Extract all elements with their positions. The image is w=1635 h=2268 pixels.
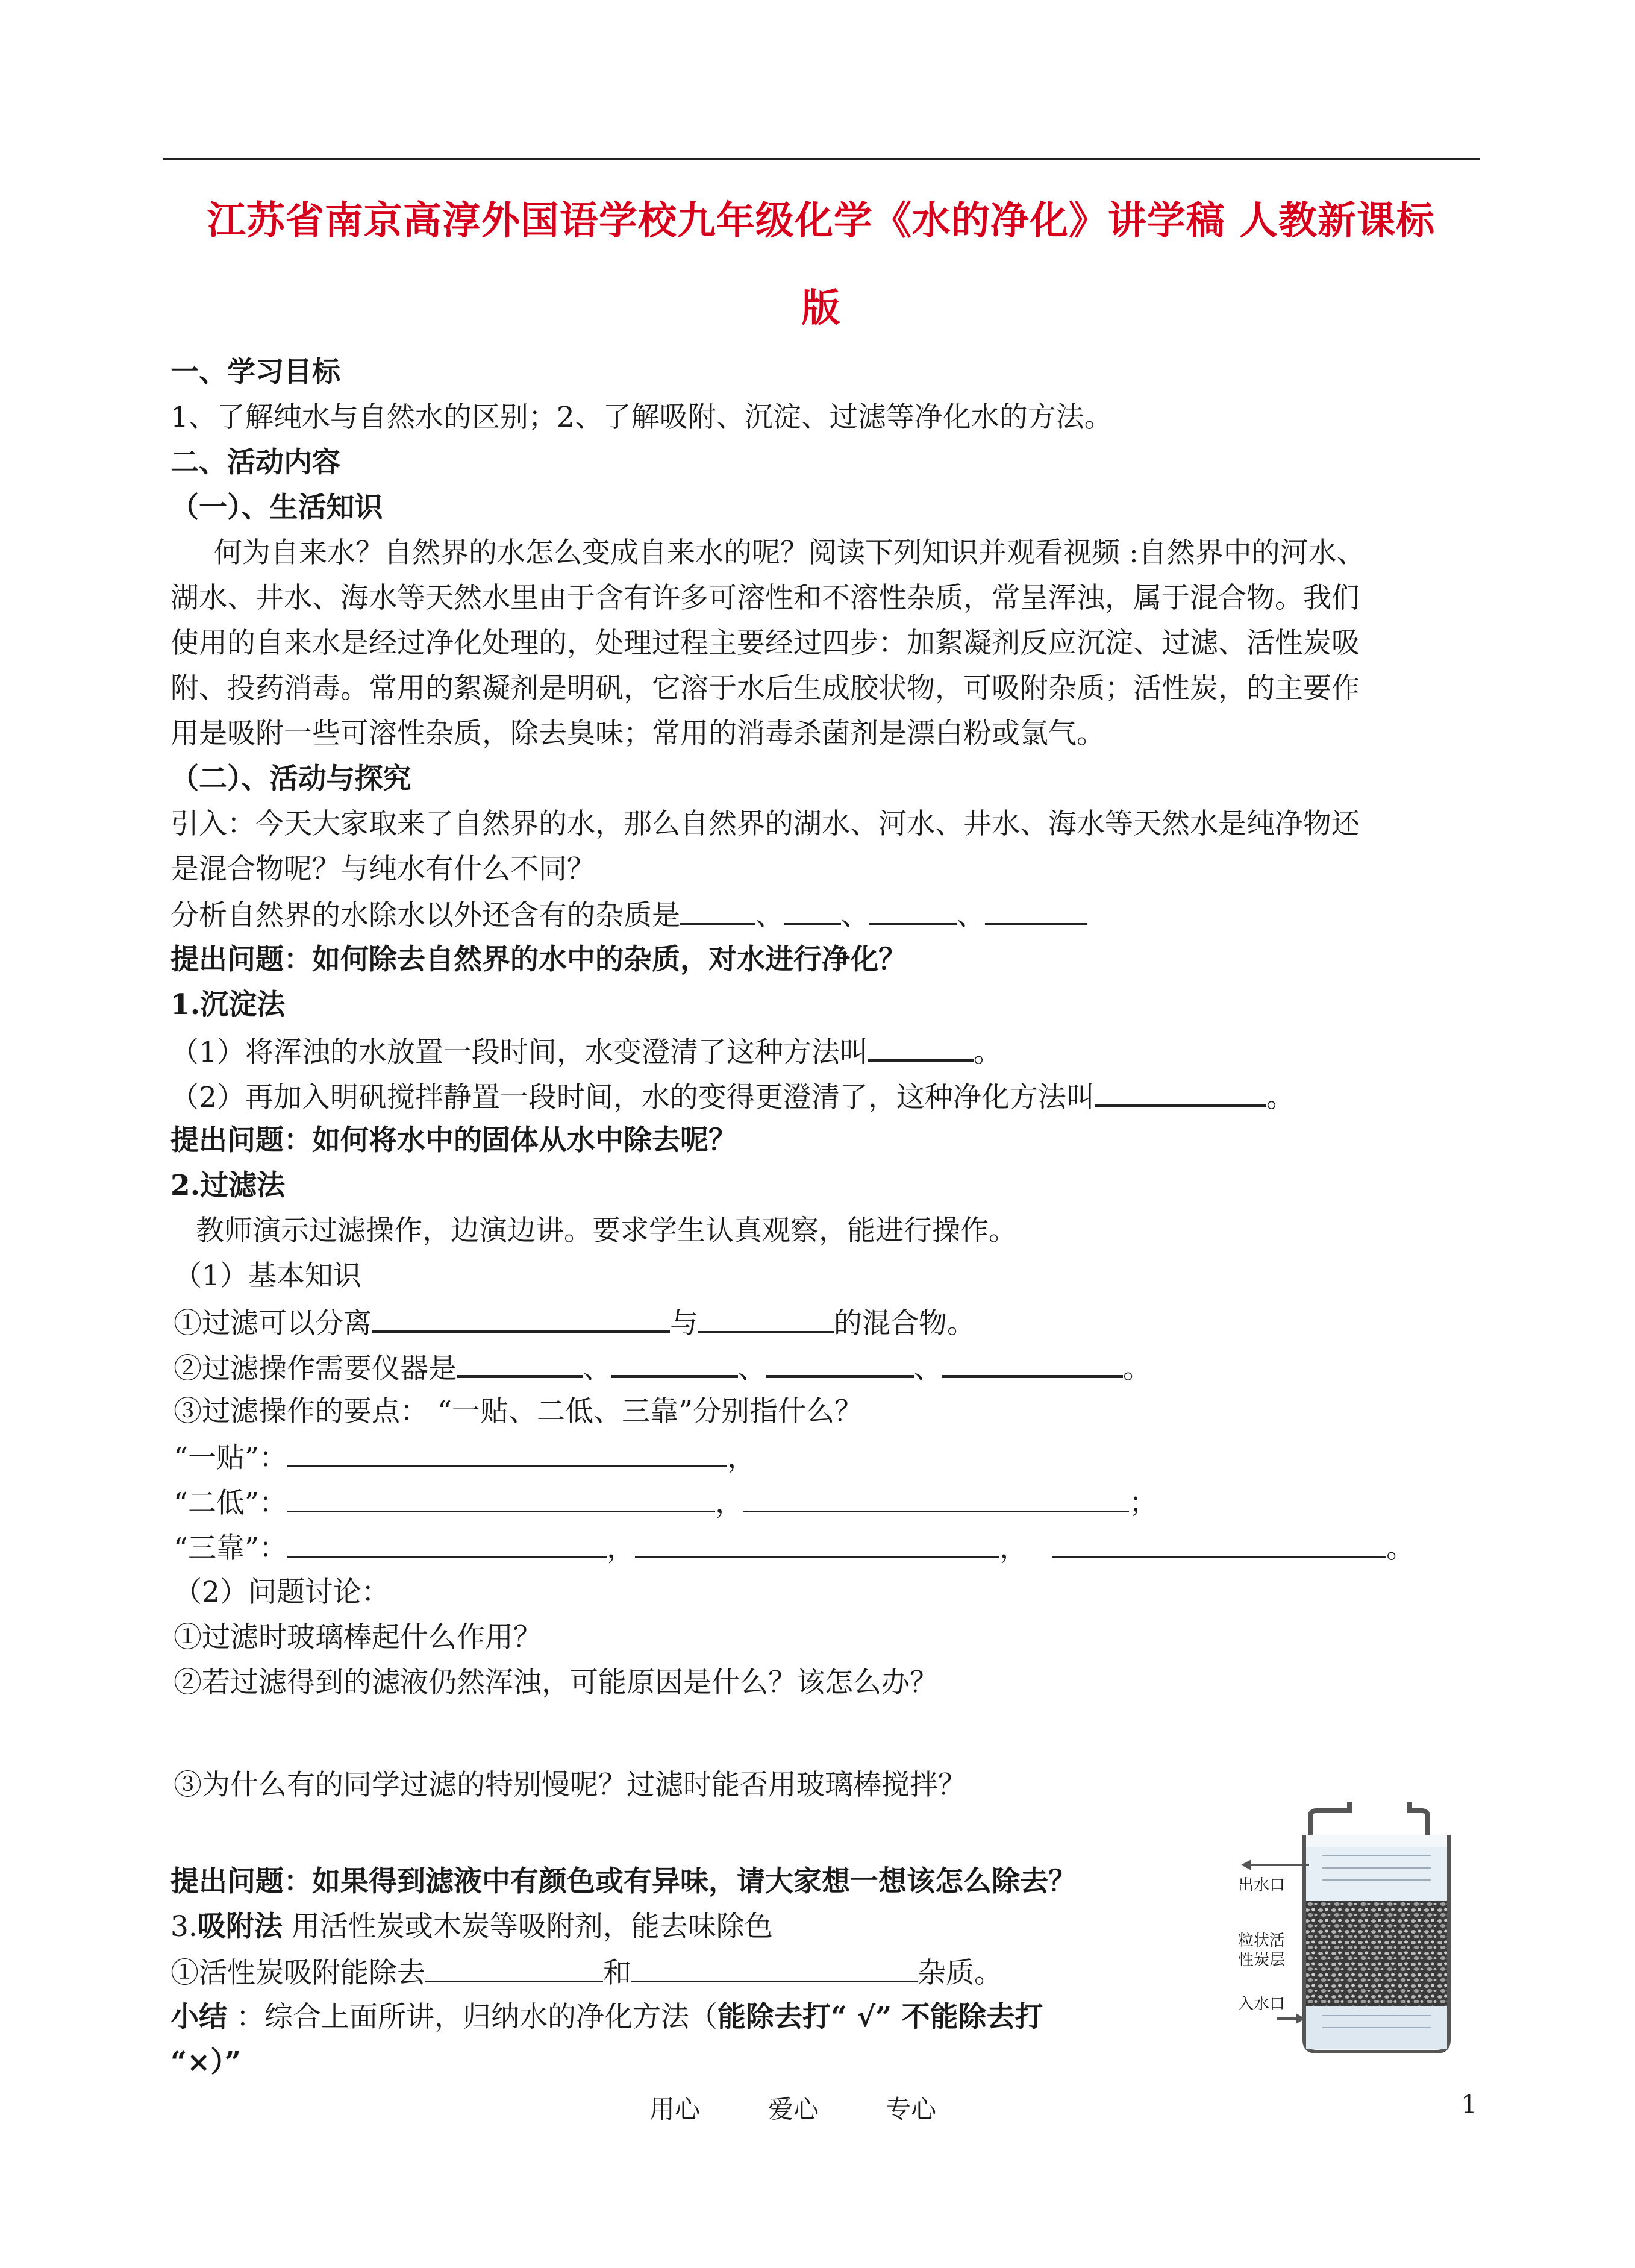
- adsorption-item: [170, 1954, 1002, 1991]
- sedimentation-item-2: [170, 1077, 1295, 1116]
- paragraph-line-4: 附、投药消毒。常用的絮凝剂是明矾，它溶于水后生成胶状物，可吸附杂质；活性炭，的主要作: [170, 672, 1360, 705]
- paragraph-line-1: 何为自来水？自然界的水怎么变成自来水的呢？阅读下列知识并观看视频 :自然界中的河水、: [214, 536, 1365, 569]
- and-text: 和: [603, 1956, 631, 1990]
- separator: 、: [841, 899, 869, 932]
- blank-impurity-2[interactable]: [784, 897, 841, 925]
- period: 。: [1386, 1532, 1415, 1565]
- er-di-item: [174, 1484, 1157, 1521]
- yi-tie-label: “一贴”：: [174, 1441, 288, 1474]
- summary-text: ：综合上面所讲，归纳水的净化方法（: [236, 2000, 717, 2034]
- paragraph-line-3: 使用的自来水是经过净化处理的，处理过程主要经过四步：加絮凝剂反应沉淀、过滤、活性炭吸: [170, 627, 1360, 660]
- method-filtration: 2.过滤法: [170, 1169, 286, 1202]
- yi-tie-item: [174, 1439, 755, 1476]
- footer-yongxin: 用心: [649, 2094, 701, 2124]
- method-sedimentation: 1.沉淀法: [170, 988, 286, 1021]
- adsorption-title: 吸附法: [197, 1910, 283, 1943]
- blank-er-di-2[interactable]: [743, 1484, 1129, 1512]
- carbon-layer-label-1: 粒状活: [1238, 1932, 1286, 1950]
- separator: 、: [583, 1352, 611, 1385]
- filter-separate-item: [174, 1303, 975, 1342]
- sedimentation-item-1-text: （1）将浑浊的水放置一段时间，水变澄清了这种方法叫: [170, 1036, 868, 1069]
- comma: ，: [727, 1441, 756, 1474]
- subheading-life-knowledge: （一）、生活知识: [170, 491, 383, 524]
- impurity-text: 杂质。: [918, 1956, 1002, 1990]
- blank-impurity-4[interactable]: [985, 897, 1087, 925]
- separator: 、: [755, 899, 784, 932]
- paragraph-line-2: 湖水、井水、海水等天然水里由于含有许多可溶性和不溶性杂质，常呈浑浊，属于混合物。我们: [170, 581, 1360, 615]
- blank-er-di-1[interactable]: [287, 1484, 715, 1512]
- filtration-intro: 教师演示过滤操作，边演边讲。要求学生认真观察，能进行操作。: [196, 1214, 1017, 1247]
- adsorption-number: 3.: [170, 1910, 198, 1943]
- carbon-layer-label-2: 性炭层: [1238, 1951, 1286, 1969]
- summary-line-1: [170, 1999, 1043, 2035]
- activated-carbon-figure: [1238, 1799, 1485, 2058]
- er-di-label: “二低”：: [174, 1486, 288, 1520]
- sedimentation-item-1: [170, 1032, 1002, 1071]
- comma: ，: [715, 1486, 744, 1520]
- header-rule: [163, 158, 1480, 160]
- blank-san-kao-1[interactable]: [287, 1529, 607, 1558]
- filter-key-points: ③过滤操作的要点： “一贴、二低、三靠”分别指什么？: [174, 1395, 863, 1428]
- blank-filter-separate-1[interactable]: [372, 1303, 670, 1333]
- blank-filter-separate-2[interactable]: [698, 1305, 834, 1333]
- goals-text: 1、了解纯水与自然水的区别；2、了解吸附、沉淀、过滤等净化水的方法。: [170, 401, 1113, 434]
- and-text: 与: [670, 1307, 698, 1340]
- footer-zhuanxin: 专心: [886, 2094, 937, 2124]
- blank-adsorption-2[interactable]: [631, 1954, 918, 1982]
- blank-impurity-1[interactable]: [680, 897, 755, 925]
- sedimentation-item-2-text: （2）再加入明矾搅拌静置一段时间，水的变得更澄清了，这种净化方法叫: [170, 1081, 1095, 1114]
- san-kao-label: “三靠”：: [174, 1532, 288, 1565]
- blank-instrument-4[interactable]: [942, 1349, 1123, 1378]
- question-color-odor: 提出问题：如果得到滤液中有颜色或有异味，请大家想一想该怎么除去？: [170, 1865, 1077, 1898]
- filter-separate-text: ①过滤可以分离: [174, 1307, 372, 1340]
- semicolon: ；: [1129, 1486, 1158, 1520]
- summary-bold: 能除去打“ √” 不能除去打: [717, 2000, 1043, 2034]
- discussion-heading: （2）问题讨论：: [174, 1576, 390, 1609]
- footer-aixin: 爱心: [768, 2094, 819, 2124]
- separator: 、: [738, 1352, 766, 1385]
- intro-line-1: 引入：今天大家取来了自然界的水，那么自然界的湖水、河水、井水、海水等天然水是纯净物还: [170, 807, 1360, 841]
- section-heading-activity: 二、活动内容: [170, 446, 340, 479]
- comma: ，: [999, 1532, 1028, 1565]
- outlet-label: 出水口: [1238, 1876, 1286, 1894]
- blank-yi-tie[interactable]: [287, 1439, 727, 1467]
- blank-instrument-2[interactable]: [611, 1349, 738, 1378]
- separator: 、: [914, 1352, 942, 1385]
- blank-instrument-1[interactable]: [457, 1349, 583, 1378]
- blank-adsorption-1[interactable]: [425, 1954, 603, 1982]
- summary-line-2: “×）”: [170, 2046, 241, 2079]
- paragraph-line-5: 用是吸附一些可溶性杂质，除去臭味；常用的消毒杀菌剂是漂白粉或氯气。: [170, 717, 1105, 750]
- page-number: 1: [1461, 2090, 1477, 2119]
- impurities-question: [170, 897, 1087, 934]
- comma: ，: [607, 1532, 636, 1565]
- period: 。: [1266, 1081, 1295, 1114]
- mixture-text: 的混合物。: [834, 1307, 975, 1340]
- period: 。: [1123, 1352, 1151, 1385]
- impurities-label: 分析自然界的水除水以外还含有的杂质是: [170, 899, 680, 932]
- intro-line-2: 是混合物呢？与纯水有什么不同？: [170, 853, 595, 886]
- discussion-q2: ②若过滤得到的滤液仍然浑浊，可能原因是什么？该怎么办？: [174, 1666, 938, 1699]
- subheading-activity-explore: （二）、活动与探究: [170, 762, 411, 795]
- filter-instruments-item: [174, 1349, 1151, 1387]
- question-remove-solids: 提出问题：如何将水中的固体从水中除去呢？: [170, 1124, 737, 1157]
- page-title-line2: 版: [801, 286, 841, 331]
- basic-knowledge-heading: （1）基本知识: [174, 1259, 361, 1292]
- discussion-q1: ①过滤时玻璃棒起什么作用？: [174, 1621, 542, 1654]
- blank-impurity-3[interactable]: [869, 897, 957, 925]
- filter-instruments-text: ②过滤操作需要仪器是: [174, 1352, 457, 1385]
- inlet-label: 入水口: [1238, 1995, 1286, 2013]
- blank-instrument-3[interactable]: [766, 1349, 914, 1378]
- page-title-line1: 江苏省南京高淳外国语学校九年级化学《水的净化》讲学稿 人教新课标: [207, 198, 1436, 243]
- adsorption-desc: 用活性炭或木炭等吸附剂，能去味除色: [291, 1910, 773, 1943]
- blank-san-kao-2[interactable]: [635, 1529, 999, 1558]
- separator: 、: [957, 899, 985, 932]
- question-purify: 提出问题：如何除去自然界的水中的杂质，对水进行净化？: [170, 943, 907, 976]
- adsorption-item-text: ①活性炭吸附能除去: [170, 1956, 425, 1990]
- blank-sedimentation-2[interactable]: [1095, 1077, 1266, 1107]
- san-kao-item: [174, 1529, 1415, 1567]
- blank-sedimentation-1[interactable]: [868, 1032, 974, 1062]
- blank-san-kao-3[interactable]: [1052, 1529, 1386, 1558]
- section-heading-goals: 一、学习目标: [170, 356, 340, 389]
- method-adsorption: [170, 1909, 773, 1945]
- discussion-q3: ③为什么有的同学过滤的特别慢呢？过滤时能否用玻璃棒搅拌？: [174, 1768, 966, 1802]
- period: 。: [973, 1036, 1002, 1069]
- summary-label: 小结: [170, 2000, 227, 2034]
